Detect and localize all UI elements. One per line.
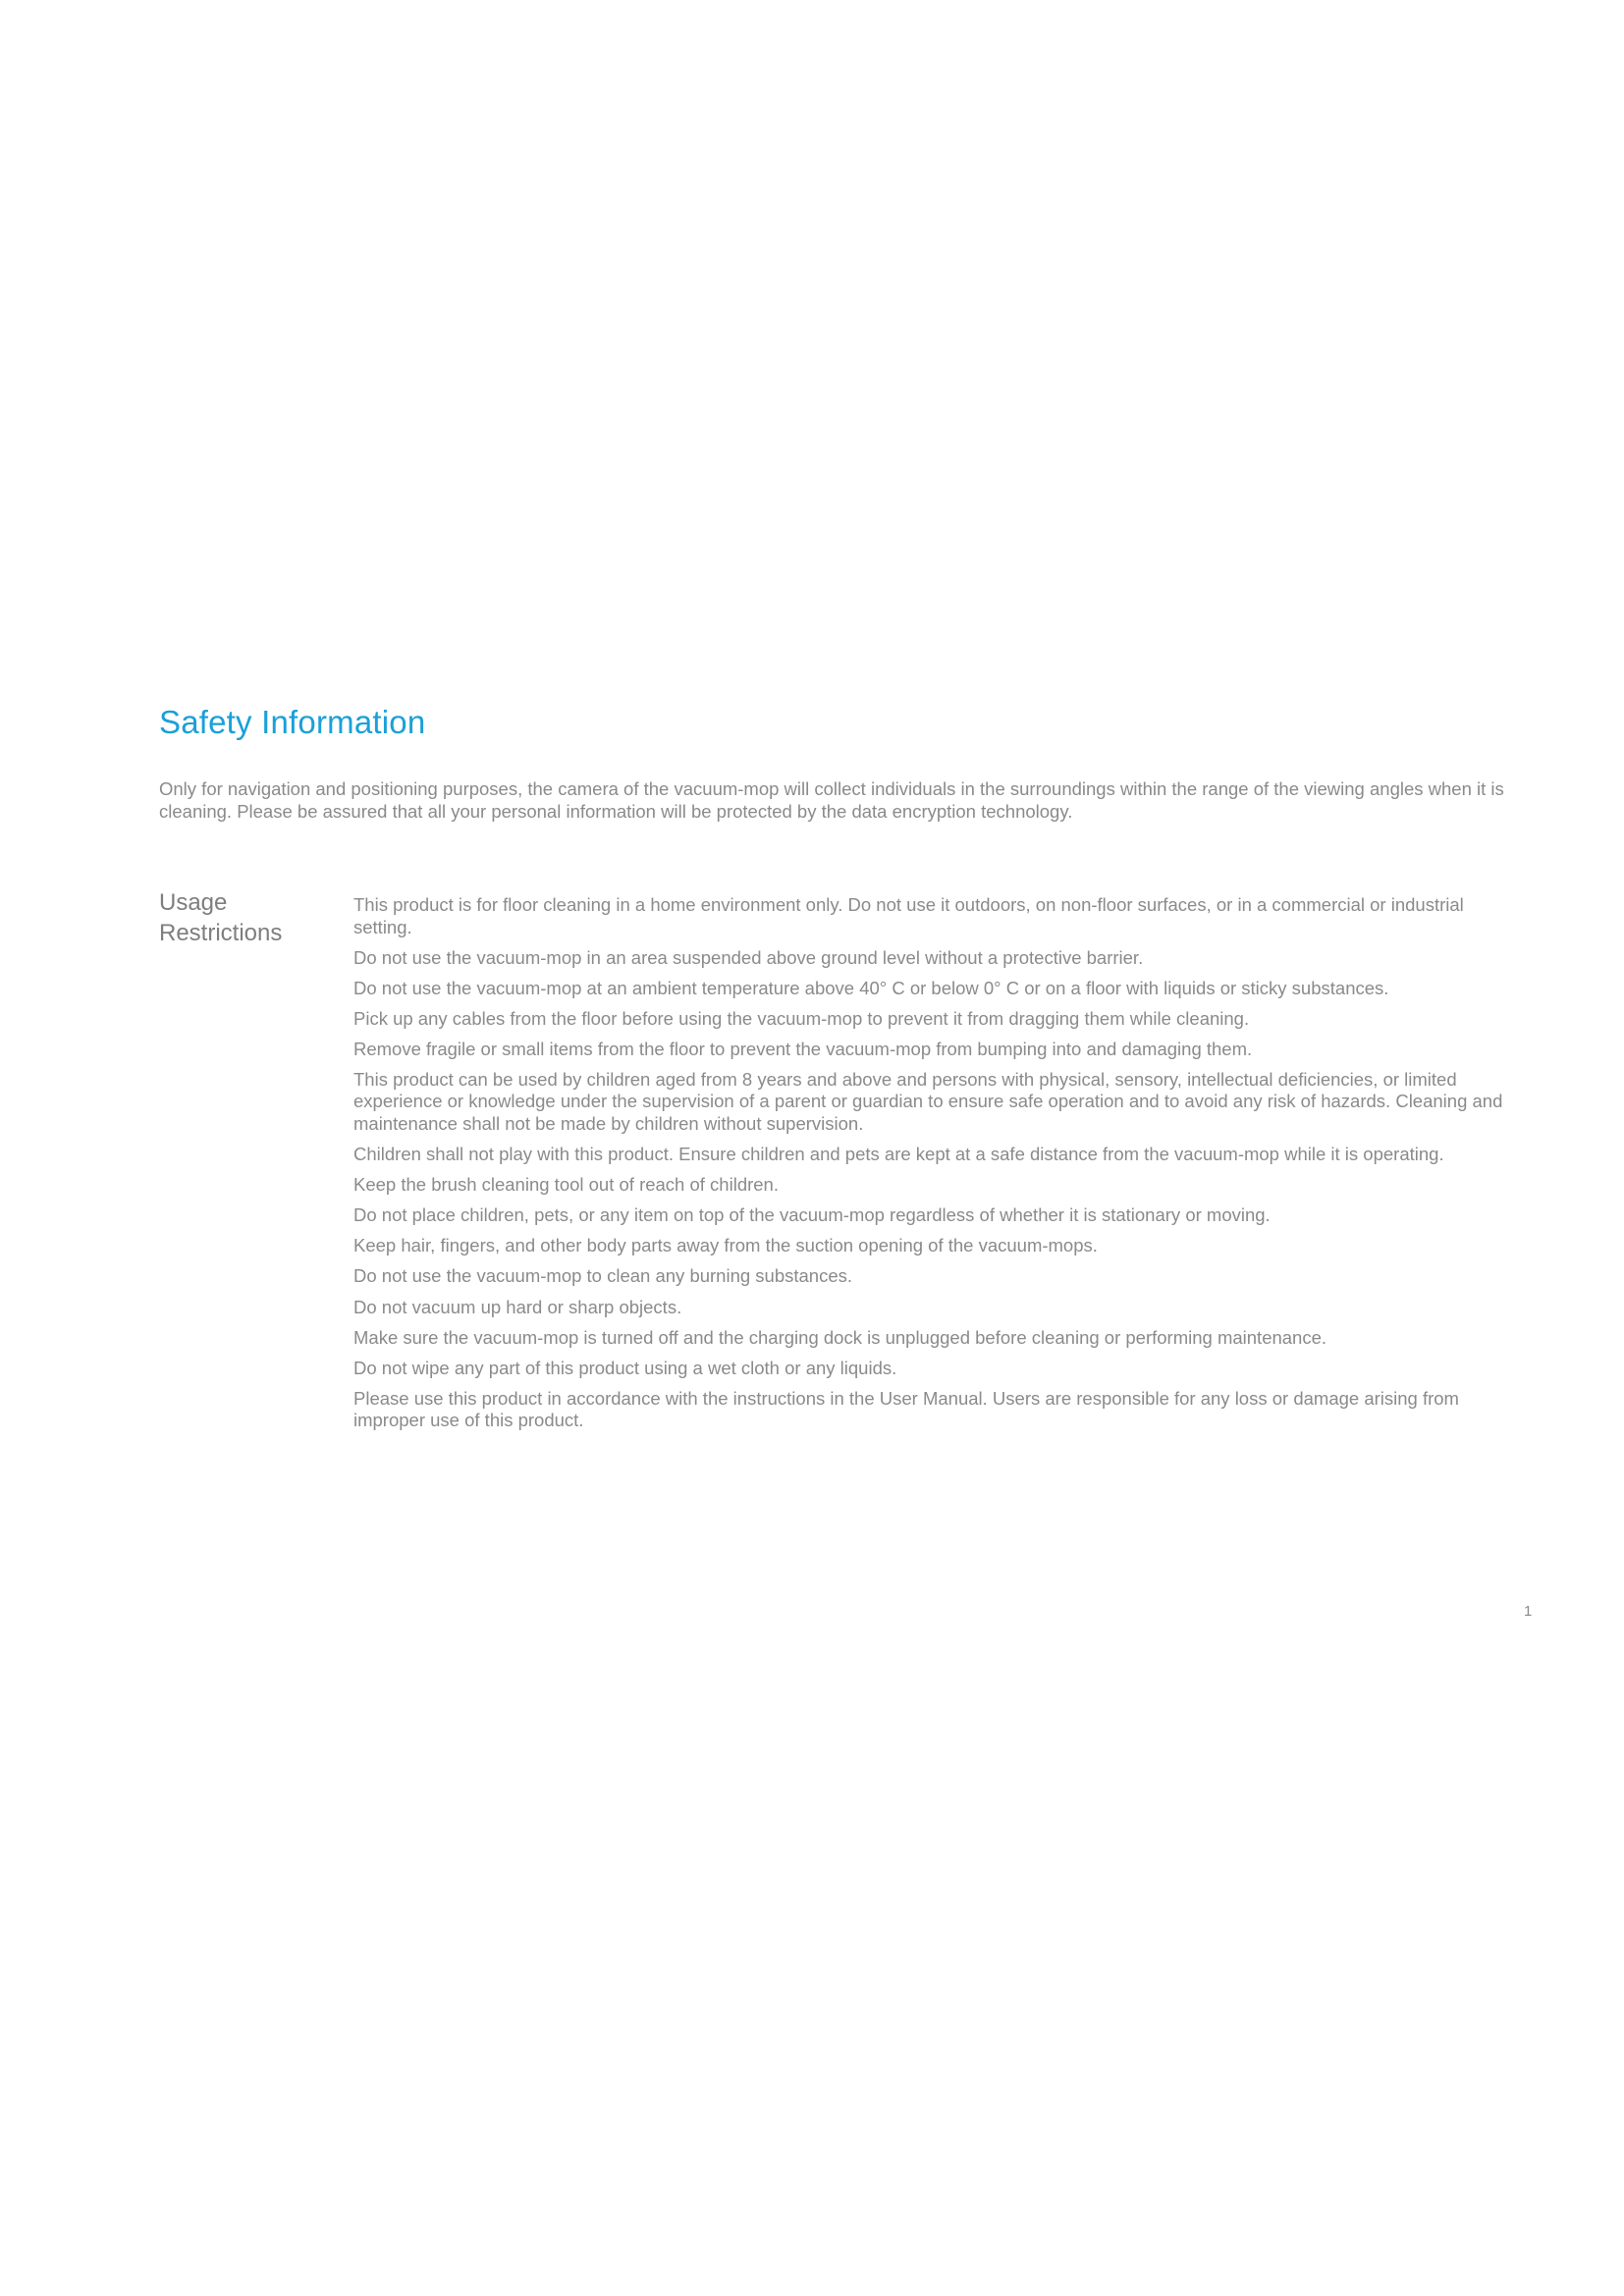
- restriction-item: Children shall not play with this product. Ensure children and pets are kept at a safe distance from the vacuum-mop while it is operating.: [353, 1144, 1444, 1165]
- restriction-item: Do not vacuum up hard or sharp objects.: [353, 1296, 682, 1317]
- restriction-item: Please use this product in accordance with the instructions in the User Manual. Users are responsible for any loss or damage arising from improper use of this product.: [353, 1387, 1459, 1431]
- restriction-item: This product can be used by children aged from 8 years and above and persons with physical, sensory, intellectual deficiencies, or limited experience or knowledge under the supervision of a parent or guardian to ensure safe operation and to avoid any risk of hazards. Cleaning and maintenance shall not be made by children without supervision.: [353, 1068, 1503, 1134]
- restriction-item: Do not use the vacuum-mop at an ambient temperature above 40° C or below 0° C or on a floor with liquids or sticky substances.: [353, 977, 1389, 998]
- restriction-item: Do not use the vacuum-mop in an area suspended above ground level without a protective barrier.: [353, 946, 1144, 968]
- restriction-item: Do not place children, pets, or any item on top of the vacuum-mop regardless of whether it is stationary or moving.: [353, 1204, 1271, 1226]
- usage-restrictions-list: [353, 894, 1512, 1440]
- restriction-item: Remove fragile or small items from the floor to prevent the vacuum-mop from bumping into and damaging them.: [353, 1038, 1253, 1059]
- restriction-item: Keep hair, fingers, and other body parts away from the suction opening of the vacuum-mops.: [353, 1235, 1098, 1256]
- page-title: Safety Information: [159, 704, 426, 740]
- usage-restrictions-heading: Usage Restrictions: [159, 889, 283, 946]
- page-number: 1: [1524, 1603, 1533, 1620]
- restriction-item: Keep the brush cleaning tool out of reach of children.: [353, 1174, 779, 1196]
- restriction-item: This product is for floor cleaning in a home environment only. Do not use it outdoors, on non-floor surfaces, or in a commercial or industrial setting.: [353, 894, 1464, 937]
- restriction-item: Do not wipe any part of this product using a wet cloth or any liquids.: [353, 1357, 897, 1378]
- restriction-item: Do not use the vacuum-mop to clean any burning substances.: [353, 1265, 853, 1287]
- restriction-item: Pick up any cables from the floor before using the vacuum-mop to prevent it from dragging them while cleaning.: [353, 1007, 1250, 1029]
- restriction-item: Make sure the vacuum-mop is turned off and the charging dock is unplugged before cleaning or performing maintenance.: [353, 1326, 1327, 1348]
- camera-privacy-notice: Only for navigation and positioning purposes, the camera of the vacuum-mop will collect individuals in the surroundings within the range of the viewing angles when it is cleaning. Please be assured that all your personal information will be protected by the data encryption technology.: [159, 778, 1504, 822]
